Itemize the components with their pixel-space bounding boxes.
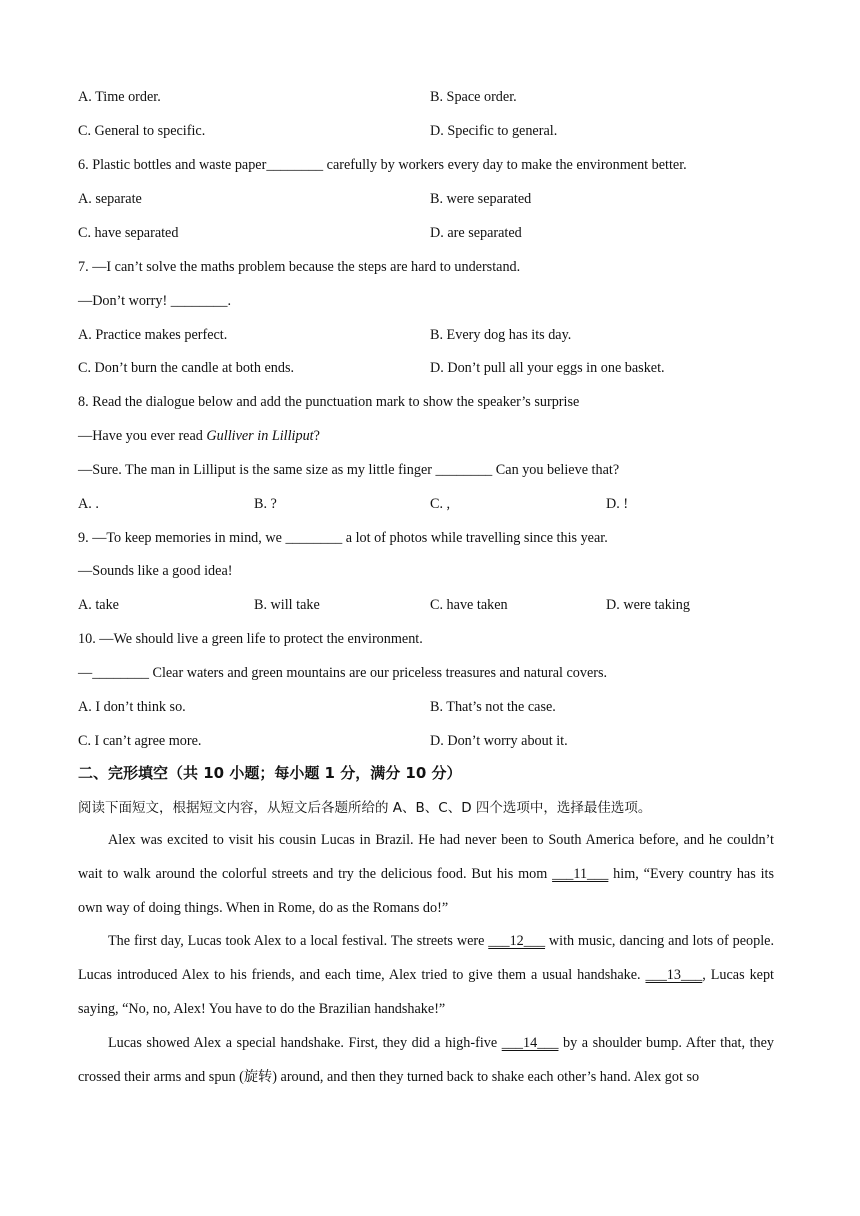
q9-option-b: B. will take	[254, 597, 320, 613]
q6-blank: ________	[266, 157, 324, 173]
q9-line2: —Sounds like a good idea!	[78, 563, 233, 579]
blank-12[interactable]: ___12___	[488, 933, 546, 949]
q10-option-a: A. I don’t think so.	[78, 699, 186, 715]
section-instruction: 阅读下面短文，根据短文内容，从短文后各题所给的 A、B、C、D 四个选项中，选择最佳选项。	[78, 800, 652, 816]
q10-option-c: C. I can’t agree more.	[78, 733, 202, 749]
q8-option-a: A. .	[78, 496, 99, 512]
q5-option-a: A. Time order.	[78, 89, 161, 105]
q9-option-d: D. were taking	[606, 597, 690, 613]
q5-option-b: B. Space order.	[430, 89, 517, 105]
p3-text-a: Lucas showed Alex a special handshake. First, they did a high-five	[108, 1035, 502, 1051]
p1-text-b: him, “Every country has its own way of doing things. When in Rome, do as the Romans do!”	[78, 866, 774, 916]
q8-line1: 8. Read the dialogue below and add the punctuation mark to show the speaker’s surprise	[78, 394, 580, 410]
p1-text-a: Alex was excited to visit his cousin Lucas in Brazil. He had never been to South America before, and he couldn’t wait to walk around the colorful streets and try the delicious food. But his mom	[78, 832, 774, 882]
blank-13[interactable]: ___13___	[645, 967, 703, 983]
q10-option-b: B. That’s not the case.	[430, 699, 556, 715]
q7-line2: —Don’t worry! ________.	[78, 293, 232, 309]
q7-option-d: D. Don’t pull all your eggs in one basket.	[430, 360, 665, 376]
q5-option-d: D. Specific to general.	[430, 123, 558, 139]
q8-line2-before: —Have you ever read	[78, 428, 207, 444]
q10-line1: 10. —We should live a green life to protect the environment.	[78, 631, 423, 647]
p2-text-b: with music, dancing and lots of people. Lucas introduced Alex to his friends, and each time, Alex tried to give them a usual handshake.	[78, 933, 774, 983]
q5-option-c: C. General to specific.	[78, 123, 206, 139]
q8-line2	[78, 427, 320, 445]
q7-option-b: B. Every dog has its day.	[430, 327, 572, 343]
passage-paragraph-1	[78, 823, 774, 925]
q8-option-c: C. ,	[430, 496, 451, 512]
q7-option-a: A. Practice makes perfect.	[78, 327, 228, 343]
q8-line2-after: ?	[313, 428, 320, 444]
blank-11[interactable]: ___11___	[552, 866, 609, 882]
q6-option-d: D. are separated	[430, 225, 522, 241]
p2-text-a: The first day, Lucas took Alex to a local festival. The streets were	[108, 933, 489, 949]
section-heading: 二、完形填空（共 10 小题；每小题 1 分，满分 10 分）	[78, 764, 462, 782]
q9-option-c: C. have taken	[430, 597, 508, 613]
q6-option-b: B. were separated	[430, 191, 532, 207]
p2-text-c: , Lucas kept saying, “No, no, Alex! You have to do the Brazilian handshake!”	[78, 967, 774, 1017]
q6-stem	[78, 156, 687, 174]
q7-option-c: C. Don’t burn the candle at both ends.	[78, 360, 295, 376]
q6-option-a: A. separate	[78, 191, 142, 207]
q8-line3: —Sure. The man in Lilliput is the same size as my little finger ________ Can you believe that?	[78, 462, 620, 478]
q6-option-c: C. have separated	[78, 225, 179, 241]
q8-book-title: Gulliver in Lilliput	[206, 428, 314, 444]
p3-text-b: by a shoulder bump. After that, they crossed their arms and spun (旋转) around, and then they turned back to shake each other’s hand. Alex got so	[78, 1035, 774, 1085]
q10-line2: —________ Clear waters and green mountains are our priceless treasures and natural covers.	[78, 665, 608, 681]
q8-option-d: D. !	[606, 496, 629, 512]
blank-14[interactable]: ___14___	[501, 1035, 559, 1051]
q6-stem-after: carefully by workers every day to make the environment better.	[323, 157, 687, 173]
q7-line1: 7. —I can’t solve the maths problem because the steps are hard to understand.	[78, 259, 521, 275]
q9-line1: 9. —To keep memories in mind, we ________ a lot of photos while travelling since this year.	[78, 530, 608, 546]
q9-option-a: A. take	[78, 597, 119, 613]
passage-paragraph-2	[78, 924, 774, 1026]
q6-stem-before: 6. Plastic bottles and waste paper	[78, 157, 267, 173]
q10-option-d: D. Don’t worry about it.	[430, 733, 568, 749]
passage-paragraph-3	[78, 1026, 774, 1094]
q8-option-b: B. ?	[254, 496, 277, 512]
